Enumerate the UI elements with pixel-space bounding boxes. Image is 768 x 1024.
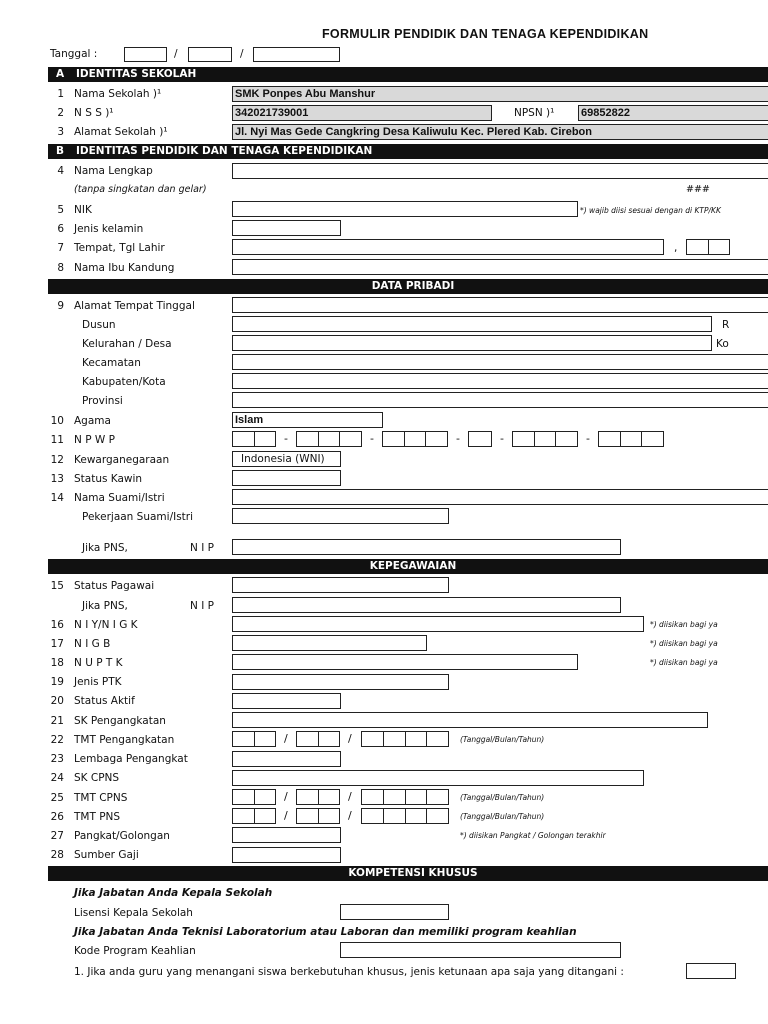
jenis-kelamin-input[interactable] [232,220,341,236]
row-number: 7 [57,242,64,254]
nik-label: NIK [74,204,92,216]
tmt-pns-month[interactable] [296,808,340,824]
npsn-label: NPSN )¹ [514,107,555,119]
niy-input[interactable] [232,616,644,632]
row-number: 25 [50,792,64,804]
npwp-segment-2[interactable] [296,431,362,447]
row-number: 6 [57,223,64,235]
date-slash: / [284,790,288,803]
lembaga-input[interactable] [232,751,341,767]
npwp-segment-4[interactable] [468,431,492,447]
status-kawin-label: Status Kawin [74,473,143,485]
jenis-ptk-label: Jenis PTK [74,676,122,688]
nigb-label: N I G B [74,638,111,650]
nama-suami-label: Nama Suami/Istri [74,492,165,504]
guru-question: 1. Jika anda guru yang menangani siswa berkebutuhan khusus, jenis ketunaan apa saja yang ditangani : [74,966,624,978]
lisensi-input[interactable] [340,904,449,920]
provinsi-input[interactable] [232,392,768,408]
kabupaten-input[interactable] [232,373,768,389]
npwp-segment-1[interactable] [232,431,276,447]
nama-sekolah-field[interactable]: SMK Ponpes Abu Manshur [232,86,768,102]
niy-note: *) diisikan bagi ya [650,620,718,629]
status-aktif-input[interactable] [232,693,341,709]
date-slash: / [284,732,288,745]
kompetensi-header [48,866,768,881]
row-number: 17 [50,638,64,650]
data-pribadi-title: DATA PRIBADI [371,280,455,292]
nip-label: N I P [190,600,214,612]
tmt-pengangkatan-year[interactable] [361,731,449,747]
kecamatan-input[interactable] [232,354,768,370]
kepsek-heading: Jika Jabatan Anda Kepala Sekolah [74,887,273,899]
jenis-ptk-input[interactable] [232,674,449,690]
row-number: 11 [50,434,64,446]
section-b-header [48,144,768,159]
sumber-gaji-label: Sumber Gaji [74,849,139,861]
npwp-segment-3[interactable] [382,431,448,447]
tmt-cpns-year[interactable] [361,789,449,805]
pekerjaan-suami-label: Pekerjaan Suami/Istri [82,511,194,523]
tmt-pns-year[interactable] [361,808,449,824]
row-number: 10 [50,415,64,427]
sk-cpns-label: SK CPNS [74,772,120,784]
tempat-tgl-lahir-label: Tempat, Tgl Lahir [74,242,165,254]
tmt-pengangkatan-month[interactable] [296,731,340,747]
tanggal-month-input[interactable] [188,47,232,62]
row-number: 15 [50,580,64,592]
npwp-dash: - [370,432,374,445]
row-number: 8 [57,262,64,274]
nip-label: N I P [190,542,214,554]
lembaga-label: Lembaga Pengangkat [74,753,188,765]
nuptk-label: N U P T K [74,657,123,669]
agama-field[interactable]: Islam [232,412,383,428]
date-slash: / [284,809,288,822]
sk-pengangkatan-input[interactable] [232,712,708,728]
row-number: 23 [50,753,64,765]
tmt-pengangkatan-label: TMT Pengangkatan [74,734,175,746]
date-slash: / [348,809,352,822]
nama-lengkap-label: Nama Lengkap [74,165,153,177]
dusun-label: Dusun [82,319,116,331]
dusun-input[interactable] [232,316,712,332]
alamat-sekolah-field[interactable]: Jl. Nyi Mas Gede Cangkring Desa Kaliwulu Kec. Plered Kab. Cirebon [232,124,768,140]
tmt-pns-label: TMT PNS [74,811,121,823]
tmt-cpns-day[interactable] [232,789,276,805]
kewarganegaraan-label: Kewarganegaraan [74,454,170,466]
nama-lengkap-input[interactable] [232,163,768,179]
kecamatan-label: Kecamatan [82,357,141,369]
status-pegawai-label: Status Pagawai [74,580,155,592]
npwp-dash: - [284,432,288,445]
sumber-gaji-input[interactable] [232,847,341,863]
kode-pos-label: Ko [716,338,729,350]
nik-note: *) wajib diisi sesuai dengan di KTP/KK [580,206,721,215]
teknisi-heading: Jika Jabatan Anda Teknisi Laboratorium atau Laboran dan memiliki program keahlian [74,926,577,938]
nuptk-note: *) diisikan bagi ya [650,658,718,667]
npwp-dash: - [500,432,504,445]
alamat-sekolah-label: Alamat Sekolah )¹ [74,126,168,138]
date-slash: / [348,732,352,745]
npwp-segment-5[interactable] [512,431,578,447]
sk-cpns-input[interactable] [232,770,644,786]
date-slash: / [174,48,178,60]
overflow-marker: ### [686,184,710,195]
agama-label: Agama [74,415,111,427]
nama-lengkap-note: (tanpa singkatan dan gelar) [74,184,207,195]
row-number: 2 [57,107,64,119]
status-aktif-label: Status Aktif [74,695,135,707]
npwp-dash: - [456,432,460,445]
npsn-field[interactable]: 69852822 [578,105,768,121]
pekerjaan-suami-input[interactable] [232,508,449,524]
pangkat-input[interactable] [232,827,341,843]
status-pegawai-input[interactable] [232,577,449,593]
jenis-kelamin-label: Jenis kelamin [74,223,144,235]
nss-field[interactable]: 342021739001 [232,105,492,121]
nama-ibu-input[interactable] [232,259,768,275]
kepegawaian-title: KEPEGAWAIAN [369,560,457,572]
data-pribadi-header [48,279,768,294]
section-a-title: IDENTITAS SEKOLAH [76,68,197,80]
tmt-pengangkatan-day[interactable] [232,731,276,747]
nama-sekolah-label: Nama Sekolah )¹ [74,88,162,100]
kelurahan-label: Kelurahan / Desa [82,338,172,350]
row-number: 4 [57,165,64,177]
pangkat-label: Pangkat/Golongan [74,830,170,842]
section-b-title: IDENTITAS PENDIDIK DAN TENAGA KEPENDIDIKAN [76,145,373,157]
kode-program-input[interactable] [340,942,621,958]
npwp-label: N P W P [74,434,115,446]
sk-pengangkatan-label: SK Pengangkatan [74,715,166,727]
row-number: 5 [57,204,64,216]
status-kawin-input[interactable] [232,470,341,486]
nip-suami-input[interactable] [232,539,621,555]
nip-input[interactable] [232,597,621,613]
nik-input[interactable] [232,201,578,217]
row-number: 22 [50,734,64,746]
row-number: 1 [57,88,64,100]
kabupaten-label: Kabupaten/Kota [82,376,166,388]
tempat-lahir-input[interactable] [232,239,664,255]
tanggal-label: Tanggal : [50,48,98,60]
kelurahan-input[interactable] [232,335,712,351]
tanggal-day-input[interactable] [124,47,167,62]
row-number: 9 [57,300,64,312]
section-a-header [48,67,768,82]
nama-suami-input[interactable] [232,489,768,505]
tanggal-year-input[interactable] [253,47,340,62]
row-number: 18 [50,657,64,669]
row-number: 16 [50,619,64,631]
nigb-input[interactable] [232,635,427,651]
tgl-lahir-input[interactable] [686,239,730,255]
npwp-dash: - [586,432,590,445]
niy-label: N I Y/N I G K [74,619,138,631]
jika-pns-label: Jika PNS, [82,600,128,612]
provinsi-label: Provinsi [82,395,123,407]
pangkat-note: *) diisikan Pangkat / Golongan terakhir [460,831,606,840]
nss-label: N S S )¹ [74,107,114,119]
date-slash: / [348,790,352,803]
row-number: 27 [50,830,64,842]
tmt-cpns-label: TMT CPNS [74,792,128,804]
row-number: 12 [50,454,64,466]
kepegawaian-header [48,559,768,574]
kewarganegaraan-field[interactable]: Indonesia (WNI) [232,451,341,467]
alamat-tinggal-input[interactable] [232,297,768,313]
row-number: 13 [50,473,64,485]
npwp-segment-6[interactable] [598,431,664,447]
date-slash: / [240,48,244,60]
tmt-cpns-month[interactable] [296,789,340,805]
tmt-pns-day[interactable] [232,808,276,824]
rt-label: R [722,319,730,331]
jika-pns-label: Jika PNS, [82,542,128,554]
ketunaan-input[interactable] [686,963,736,979]
nama-ibu-label: Nama Ibu Kandung [74,262,175,274]
row-number: 21 [50,715,64,727]
tmt-cpns-note: (Tanggal/Bulan/Tahun) [460,793,545,802]
nuptk-input[interactable] [232,654,578,670]
nigb-note: *) diisikan bagi ya [650,639,718,648]
tmt-pns-note: (Tanggal/Bulan/Tahun) [460,812,545,821]
tmt-pengangkatan-note: (Tanggal/Bulan/Tahun) [460,735,545,744]
form-title: FORMULIR PENDIDIK DAN TENAGA KEPENDIDIKAN [322,27,649,41]
section-b-letter: B [56,145,65,157]
row-number: 26 [50,811,64,823]
row-number: 19 [50,676,64,688]
kode-program-label: Kode Program Keahlian [74,945,196,957]
row-number: 24 [50,772,64,784]
row-number: 20 [50,695,64,707]
row-number: 14 [50,492,64,504]
alamat-tinggal-label: Alamat Tempat Tinggal [74,300,195,312]
comma-separator: , [674,242,678,254]
row-number: 3 [57,126,64,138]
row-number: 28 [50,849,64,861]
kompetensi-title: KOMPETENSI KHUSUS [348,867,478,879]
lisensi-label: Lisensi Kepala Sekolah [74,907,193,919]
section-a-letter: A [56,68,65,80]
